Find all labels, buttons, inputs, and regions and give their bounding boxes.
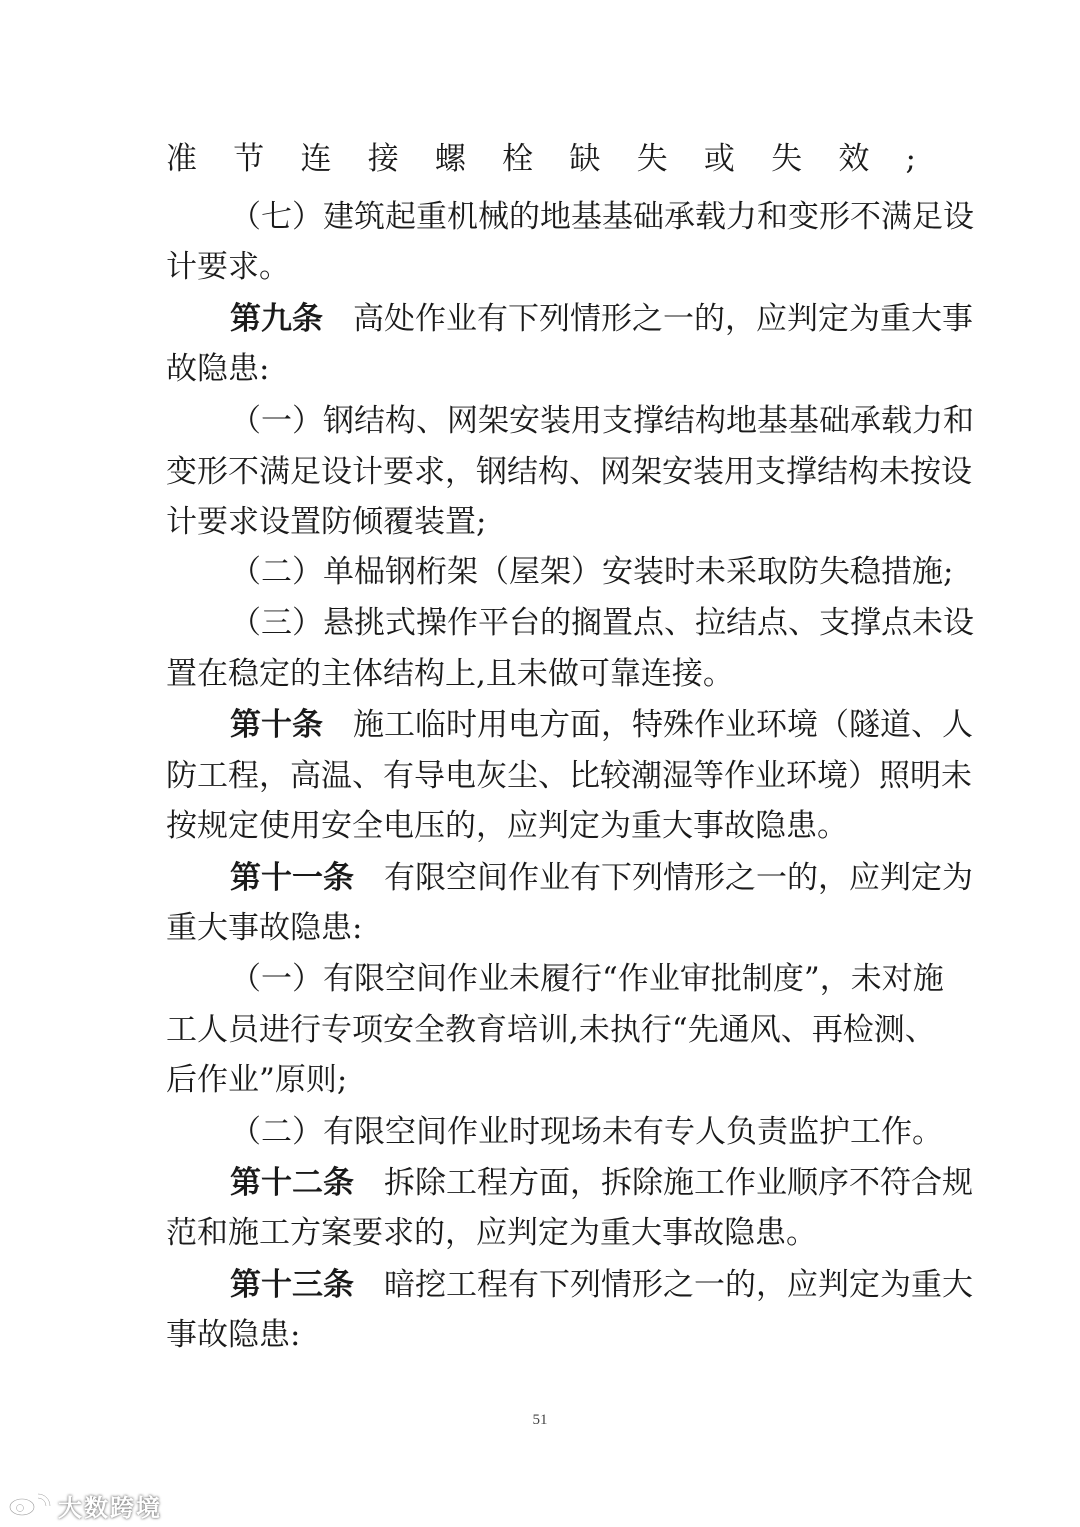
body-line bbox=[166, 797, 916, 855]
line-text: （一）钢结构、网架安装用支撑结构地基基础承载力和 bbox=[230, 403, 974, 439]
body-line bbox=[230, 950, 944, 1008]
line-text: 范和施工方案要求的，应判定为重大事故隐患。 bbox=[166, 1215, 817, 1251]
article-number: 第十三条 bbox=[230, 1267, 354, 1303]
line-text: 工人员进行专项安全教育培训,未执行“先通风、再检测、 bbox=[166, 1012, 936, 1048]
body-line bbox=[230, 392, 974, 450]
line-text: 事故隐患: bbox=[166, 1317, 301, 1353]
line-text: 拆除工程方面，拆除施工作业顺序不符合规 bbox=[384, 1165, 973, 1201]
body-line bbox=[166, 1051, 916, 1109]
body-line bbox=[230, 594, 974, 652]
line-text: （七）建筑起重机械的地基基础承载力和变形不满足设 bbox=[230, 199, 974, 235]
line-text: 计要求。 bbox=[166, 249, 290, 285]
line-text: 施工临时用电方面，特殊作业环境（隧道、人 bbox=[353, 707, 973, 743]
body-line bbox=[166, 645, 916, 703]
line-text: 准节连接螺栓缺失或失效; bbox=[166, 141, 916, 177]
line-text: 后作业”原则; bbox=[166, 1062, 348, 1098]
line-text: （二）单榀钢桁架（屋架）安装时未采取防失稳措施; bbox=[230, 554, 954, 590]
line-text: 重大事故隐患: bbox=[166, 910, 363, 946]
line-text: 变形不满足设计要求，钢结构、网架安装用支撑结构未按设 bbox=[166, 454, 972, 490]
body-line bbox=[166, 899, 916, 957]
line-text: （一）有限空间作业未履行“作业审批制度”，未对施 bbox=[230, 961, 944, 997]
line-text: （二）有限空间作业时现场未有专人负责监护工作。 bbox=[230, 1114, 943, 1150]
article-line bbox=[230, 696, 973, 754]
article-number: 第十二条 bbox=[230, 1165, 354, 1201]
line-text: 按规定使用安全电压的，应判定为重大事故隐患。 bbox=[166, 808, 848, 844]
body-line bbox=[166, 238, 916, 296]
body-line bbox=[166, 130, 916, 188]
line-text: （三）悬挑式操作平台的搁置点、拉结点、支撑点未设 bbox=[230, 605, 974, 641]
article-number: 第十条 bbox=[230, 707, 323, 743]
line-text: 置在稳定的主体结构上,且未做可靠连接。 bbox=[166, 656, 734, 692]
watermark bbox=[8, 1490, 162, 1520]
body-line bbox=[166, 340, 916, 398]
watermark-text: 大数跨境 bbox=[58, 1493, 162, 1522]
body-line bbox=[166, 1306, 916, 1364]
weibo-logo-icon bbox=[8, 1492, 52, 1518]
page-number: 51 bbox=[532, 1412, 548, 1428]
body-line bbox=[166, 1204, 916, 1262]
body-line bbox=[230, 1103, 943, 1161]
body-line bbox=[230, 543, 954, 601]
article-number: 第十一条 bbox=[230, 860, 354, 896]
article-number: 第九条 bbox=[230, 301, 323, 337]
line-text: 计要求设置防倾覆装置; bbox=[166, 504, 487, 540]
line-text: 高处作业有下列情形之一的，应判定为重大事 bbox=[353, 301, 973, 337]
line-text: 有限空间作业有下列情形之一的，应判定为 bbox=[384, 860, 973, 896]
line-text: 故隐患: bbox=[166, 351, 270, 387]
line-text: 防工程，高温、有导电灰尘、比较潮湿等作业环境）照明未 bbox=[166, 758, 972, 794]
line-text: 暗挖工程有下列情形之一的，应判定为重大 bbox=[384, 1267, 973, 1303]
